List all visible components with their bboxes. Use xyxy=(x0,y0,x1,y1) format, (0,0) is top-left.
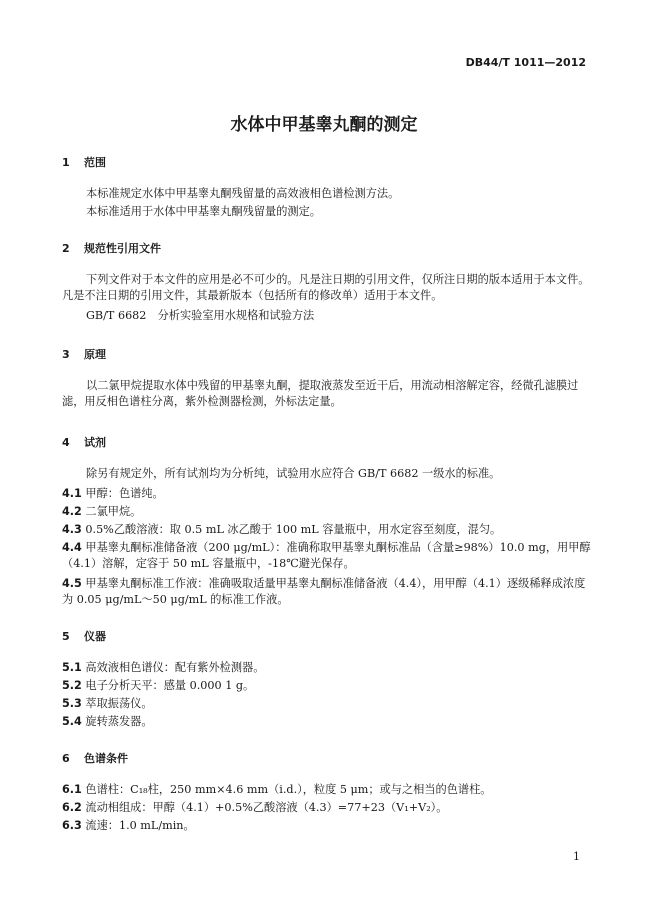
item-number: 6.2 xyxy=(62,801,82,814)
item-text: 甲醇：色谱纯。 xyxy=(85,487,164,500)
item-text: 旋转蒸发器。 xyxy=(85,715,153,728)
s3-paragraph-1: 以二氯甲烷提取水体中残留的甲基睾丸酮，提取液蒸发至近干后，用流动相溶解定容，经微孔滤膜过滤，用反相色谱柱分离，紫外检测器检测，外标法定量。 xyxy=(62,379,579,408)
section-2-heading xyxy=(62,240,161,256)
section-number: 5 xyxy=(62,630,70,643)
section-3-heading xyxy=(62,346,106,362)
item-number: 4.3 xyxy=(62,523,82,536)
list-item xyxy=(62,522,501,538)
section-number: 2 xyxy=(62,242,70,255)
section-number: 1 xyxy=(62,156,70,169)
item-number: 4.5 xyxy=(62,577,82,590)
page-number: 1 xyxy=(573,850,580,863)
item-text: 流速：1.0 mL/min。 xyxy=(85,819,195,832)
list-item xyxy=(62,540,592,572)
s4-paragraph-1: 除另有规定外，所有试剂均为分析纯，试验用水应符合 GB/T 6682 一级水的标准。 xyxy=(86,467,501,480)
item-text: 二氯甲烷。 xyxy=(85,505,142,518)
item-text: 高效液相色谱仪：配有紫外检测器。 xyxy=(85,661,265,674)
s1-paragraph-1: 本标准规定水体中甲基睾丸酮残留量的高效液相色谱检测方法。 xyxy=(86,187,400,200)
list-item xyxy=(62,800,447,816)
list-item xyxy=(62,504,141,520)
list-item xyxy=(62,678,254,694)
list-item xyxy=(62,486,164,502)
list-item xyxy=(62,818,195,834)
list-item xyxy=(62,782,491,798)
item-text: 电子分析天平：感量 0.000 1 g。 xyxy=(85,679,255,692)
item-number: 5.2 xyxy=(62,679,82,692)
list-item xyxy=(62,714,153,730)
section-5-heading xyxy=(62,628,106,644)
item-number: 5.4 xyxy=(62,715,82,728)
section-title: 范围 xyxy=(84,156,106,169)
section-number: 3 xyxy=(62,348,70,361)
section-title: 试剂 xyxy=(84,436,106,449)
item-number: 5.3 xyxy=(62,697,82,710)
item-text: 甲基睾丸酮标准储备液（200 μg/mL）：准确称取甲基睾丸酮标准品（含量≥98%）10.0 mg，用甲醇（4.1）溶解，定容于 50 mL 容量瓶中，-18℃避光保存。 xyxy=(62,541,591,570)
document-title: 水体中甲基睾丸酮的测定 xyxy=(230,115,418,135)
item-text: 萃取振荡仪。 xyxy=(85,697,153,710)
item-number: 4.4 xyxy=(62,541,82,554)
item-number: 6.1 xyxy=(62,783,82,796)
item-text: 0.5%乙酸溶液：取 0.5 mL 冰乙酸于 100 mL 容量瓶中，用水定容至刻度，混匀。 xyxy=(85,523,502,536)
s1-paragraph-2: 本标准适用于水体中甲基睾丸酮残留量的测定。 xyxy=(86,205,321,218)
item-number: 6.3 xyxy=(62,819,82,832)
section-4-heading xyxy=(62,434,106,450)
item-number: 5.1 xyxy=(62,661,82,674)
item-number: 4.1 xyxy=(62,487,82,500)
list-item xyxy=(62,660,264,676)
section-title: 色谱条件 xyxy=(84,752,128,765)
item-text: 流动相组成：甲醇（4.1）+0.5%乙酸溶液（4.3）=77+23（V₁+V₂）。 xyxy=(85,801,448,814)
item-text: 色谱柱：C₁₈柱，250 mm×4.6 mm（i.d.），粒度 5 μm；或与之相当的色谱柱。 xyxy=(85,783,492,796)
section-number: 4 xyxy=(62,436,70,449)
section-number: 6 xyxy=(62,752,70,765)
item-number: 4.2 xyxy=(62,505,82,518)
section-title: 规范性引用文件 xyxy=(84,242,161,255)
s2-reference: GB/T 6682 分析实验室用水规格和试验方法 xyxy=(86,309,315,322)
section-title: 原理 xyxy=(84,348,106,361)
section-title: 仪器 xyxy=(84,630,106,643)
item-text: 甲基睾丸酮标准工作液：准确吸取适量甲基睾丸酮标准储备液（4.4），用甲醇（4.1）逐级稀释成浓度为 0.05 μg/mL～50 μg/mL 的标准工作液。 xyxy=(62,577,586,606)
standard-number: DB44/T 1011—2012 xyxy=(465,56,586,69)
s2-paragraph-1: 下列文件对于本文件的应用是必不可少的。凡是注日期的引用文件，仅所注日期的版本适用于本文件。凡是不注日期的引用文件，其最新版本（包括所有的修改单）适用于本文件。 xyxy=(62,273,590,302)
list-item xyxy=(62,696,153,712)
section-6-heading xyxy=(62,750,128,766)
section-1-heading xyxy=(62,154,106,170)
list-item xyxy=(62,576,592,608)
